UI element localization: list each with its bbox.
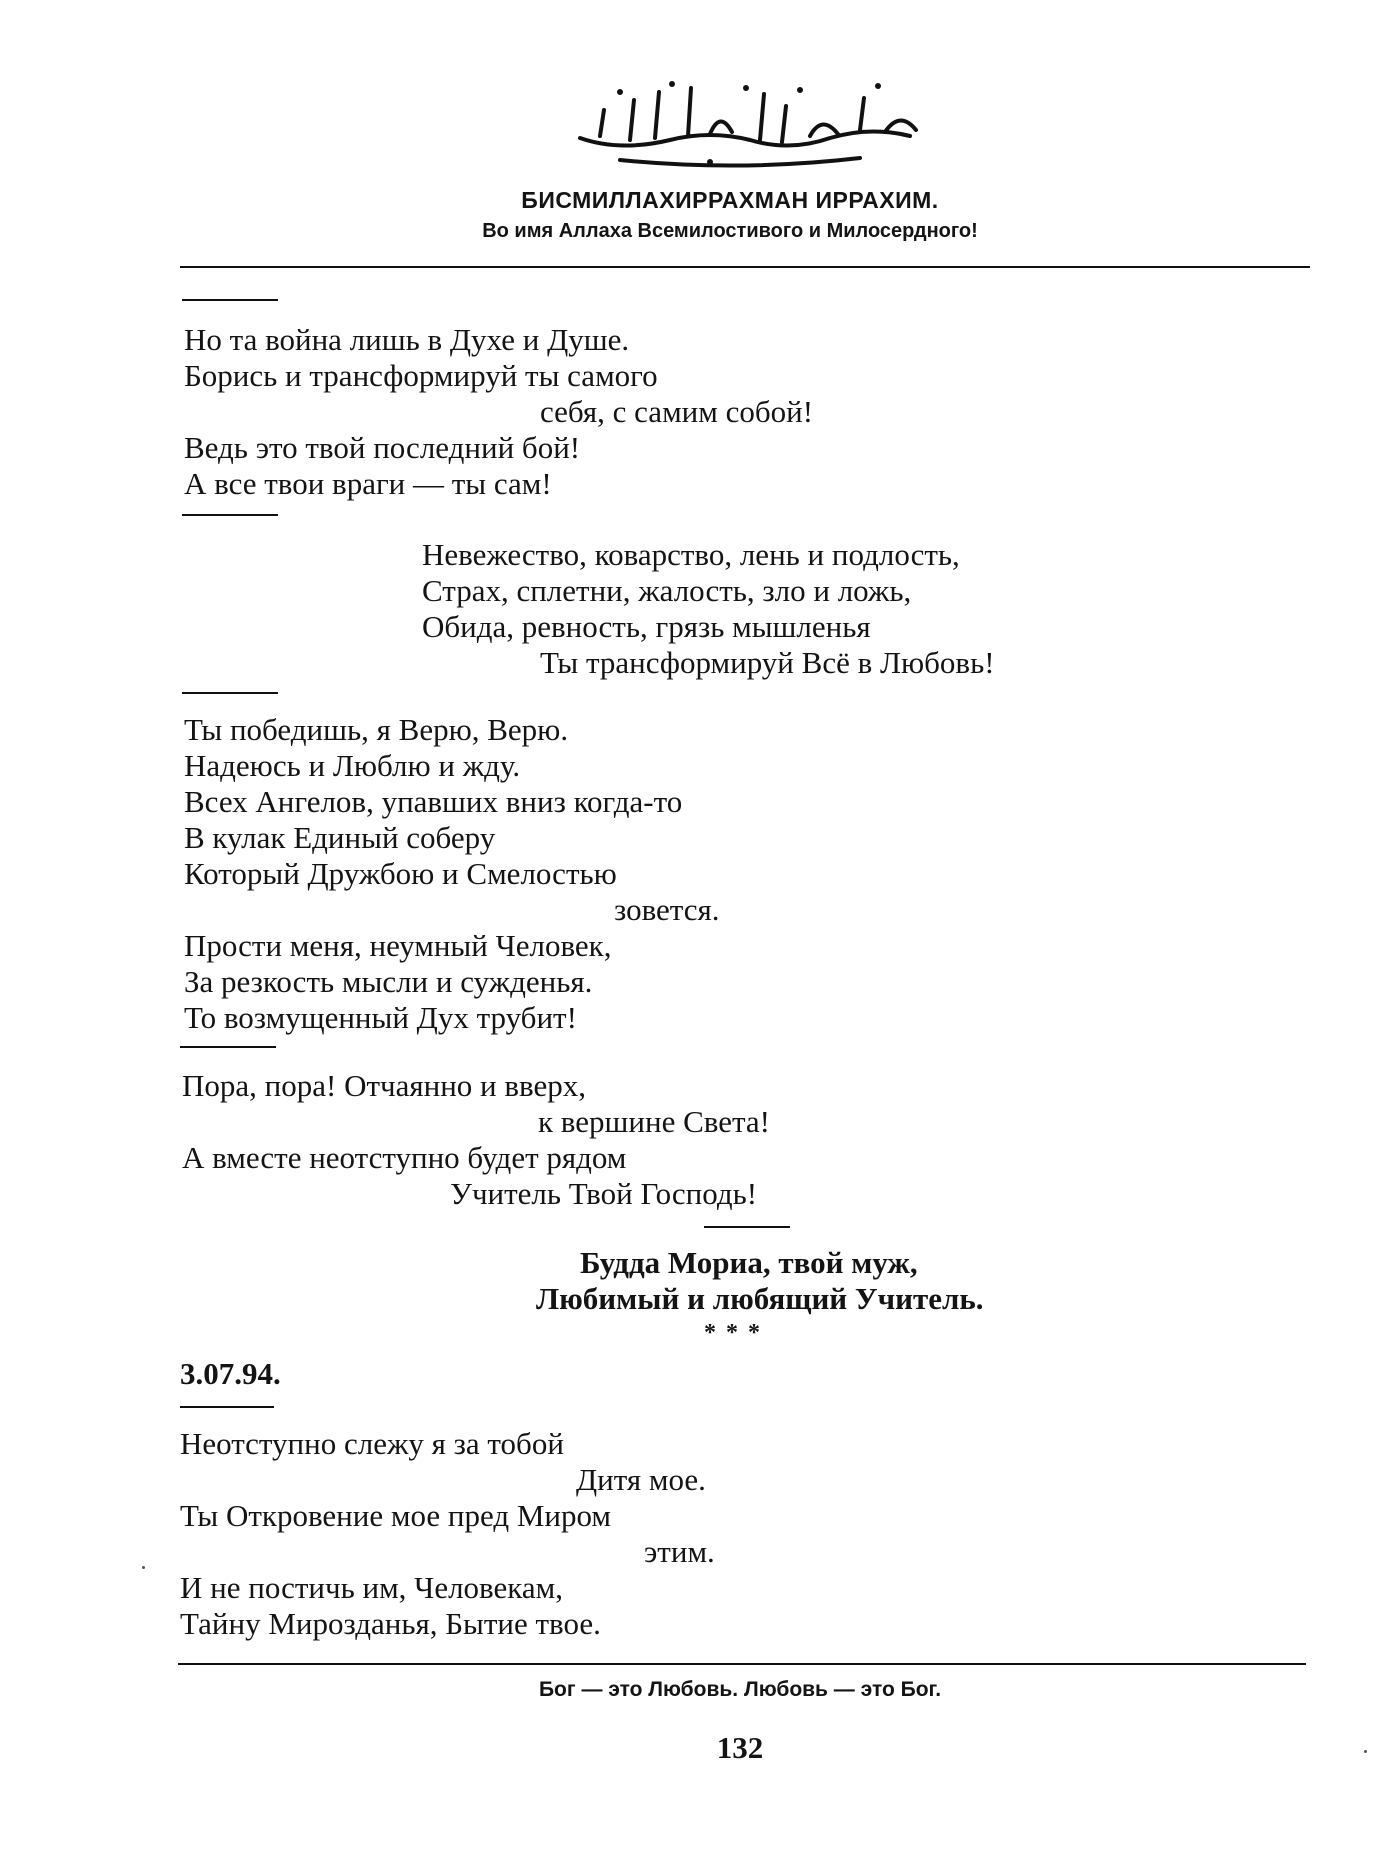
- poem-line: Ты победишь, я Верю, Верю.: [184, 712, 569, 747]
- poem-line: к вершине Света!: [538, 1104, 770, 1139]
- bismillah-calligraphy: [560, 70, 940, 180]
- poem-line: Пора, пора! Отчаянно и вверх,: [182, 1068, 586, 1103]
- poem-line: То возмущенный Дух трубит!: [184, 1000, 577, 1035]
- section-stars: * * *: [704, 1320, 762, 1346]
- poem-line: этим.: [644, 1534, 715, 1569]
- poem-line: Надеюсь и Люблю и жду.: [184, 748, 521, 783]
- poem-line: Тайну Мирозданья, Бытие твое.: [180, 1606, 601, 1641]
- poem-line: Учитель Твой Господь!: [450, 1176, 758, 1211]
- poem-line: Ты трансформируй Всё в Любовь!: [540, 645, 995, 680]
- signature-line: Будда Мориа, твой муж,: [580, 1245, 918, 1280]
- poem-line: За резкость мысли и сужденья.: [184, 964, 593, 999]
- scan-speck: [1364, 1750, 1367, 1753]
- footer-motto: Бог — это Любовь. Любовь — это Бог.: [538, 1678, 942, 1701]
- footer-rule: [178, 1663, 1306, 1665]
- poem-line: Невежество, коварство, лень и подлость,: [422, 537, 960, 572]
- poem-date: 3.07.94.: [180, 1356, 281, 1391]
- poem-line: Обида, ревность, грязь мышленья: [422, 609, 871, 644]
- poem-line: Дитя мое.: [576, 1462, 706, 1497]
- poem-line: А вместе неотступно будет рядом: [182, 1140, 627, 1175]
- poem-line: И не постичь им, Человекам,: [180, 1570, 563, 1605]
- stanza-separator: [180, 1046, 276, 1048]
- stanza-separator: [182, 514, 278, 516]
- poem-line: Но та война лишь в Духе и Душе.: [184, 322, 630, 357]
- poem-line: Борись и трансформируй ты самого: [184, 358, 658, 393]
- stanza-separator: [182, 692, 278, 694]
- poem-line: себя, с самим собой!: [540, 394, 814, 429]
- header-title: БИСМИЛЛАХИРРАХМАН ИРРАХИМ.: [521, 187, 939, 213]
- poem-line: Страх, сплетни, жалость, зло и ложь,: [422, 573, 912, 608]
- stanza-separator: [180, 1406, 274, 1408]
- stanza-separator: [182, 299, 278, 301]
- poem-line: А все твои враги — ты сам!: [184, 466, 552, 501]
- signature-separator: [704, 1226, 790, 1228]
- poem-line: В кулак Единый соберу: [184, 820, 496, 855]
- poem-line: Ведь это твой последний бой!: [184, 430, 581, 465]
- scan-speck: [142, 1566, 145, 1569]
- page-number: 132: [716, 1730, 764, 1765]
- poem-line: Всех Ангелов, упавших вниз когда-то: [184, 784, 683, 819]
- poem-line: Который Дружбою и Смелостью: [184, 856, 617, 891]
- poem-line: Прости меня, неумный Человек,: [184, 928, 612, 963]
- poem-line: Ты Откровение мое пред Миром: [180, 1498, 612, 1533]
- header-subtitle: Во имя Аллаха Всемилостивого и Милосердного!: [482, 220, 978, 242]
- header-rule: [180, 266, 1310, 268]
- signature-line: Любимый и любящий Учитель.: [536, 1281, 984, 1316]
- poem-line: Неотступно слежу я за тобой: [180, 1426, 564, 1461]
- poem-line: зовется.: [614, 892, 720, 927]
